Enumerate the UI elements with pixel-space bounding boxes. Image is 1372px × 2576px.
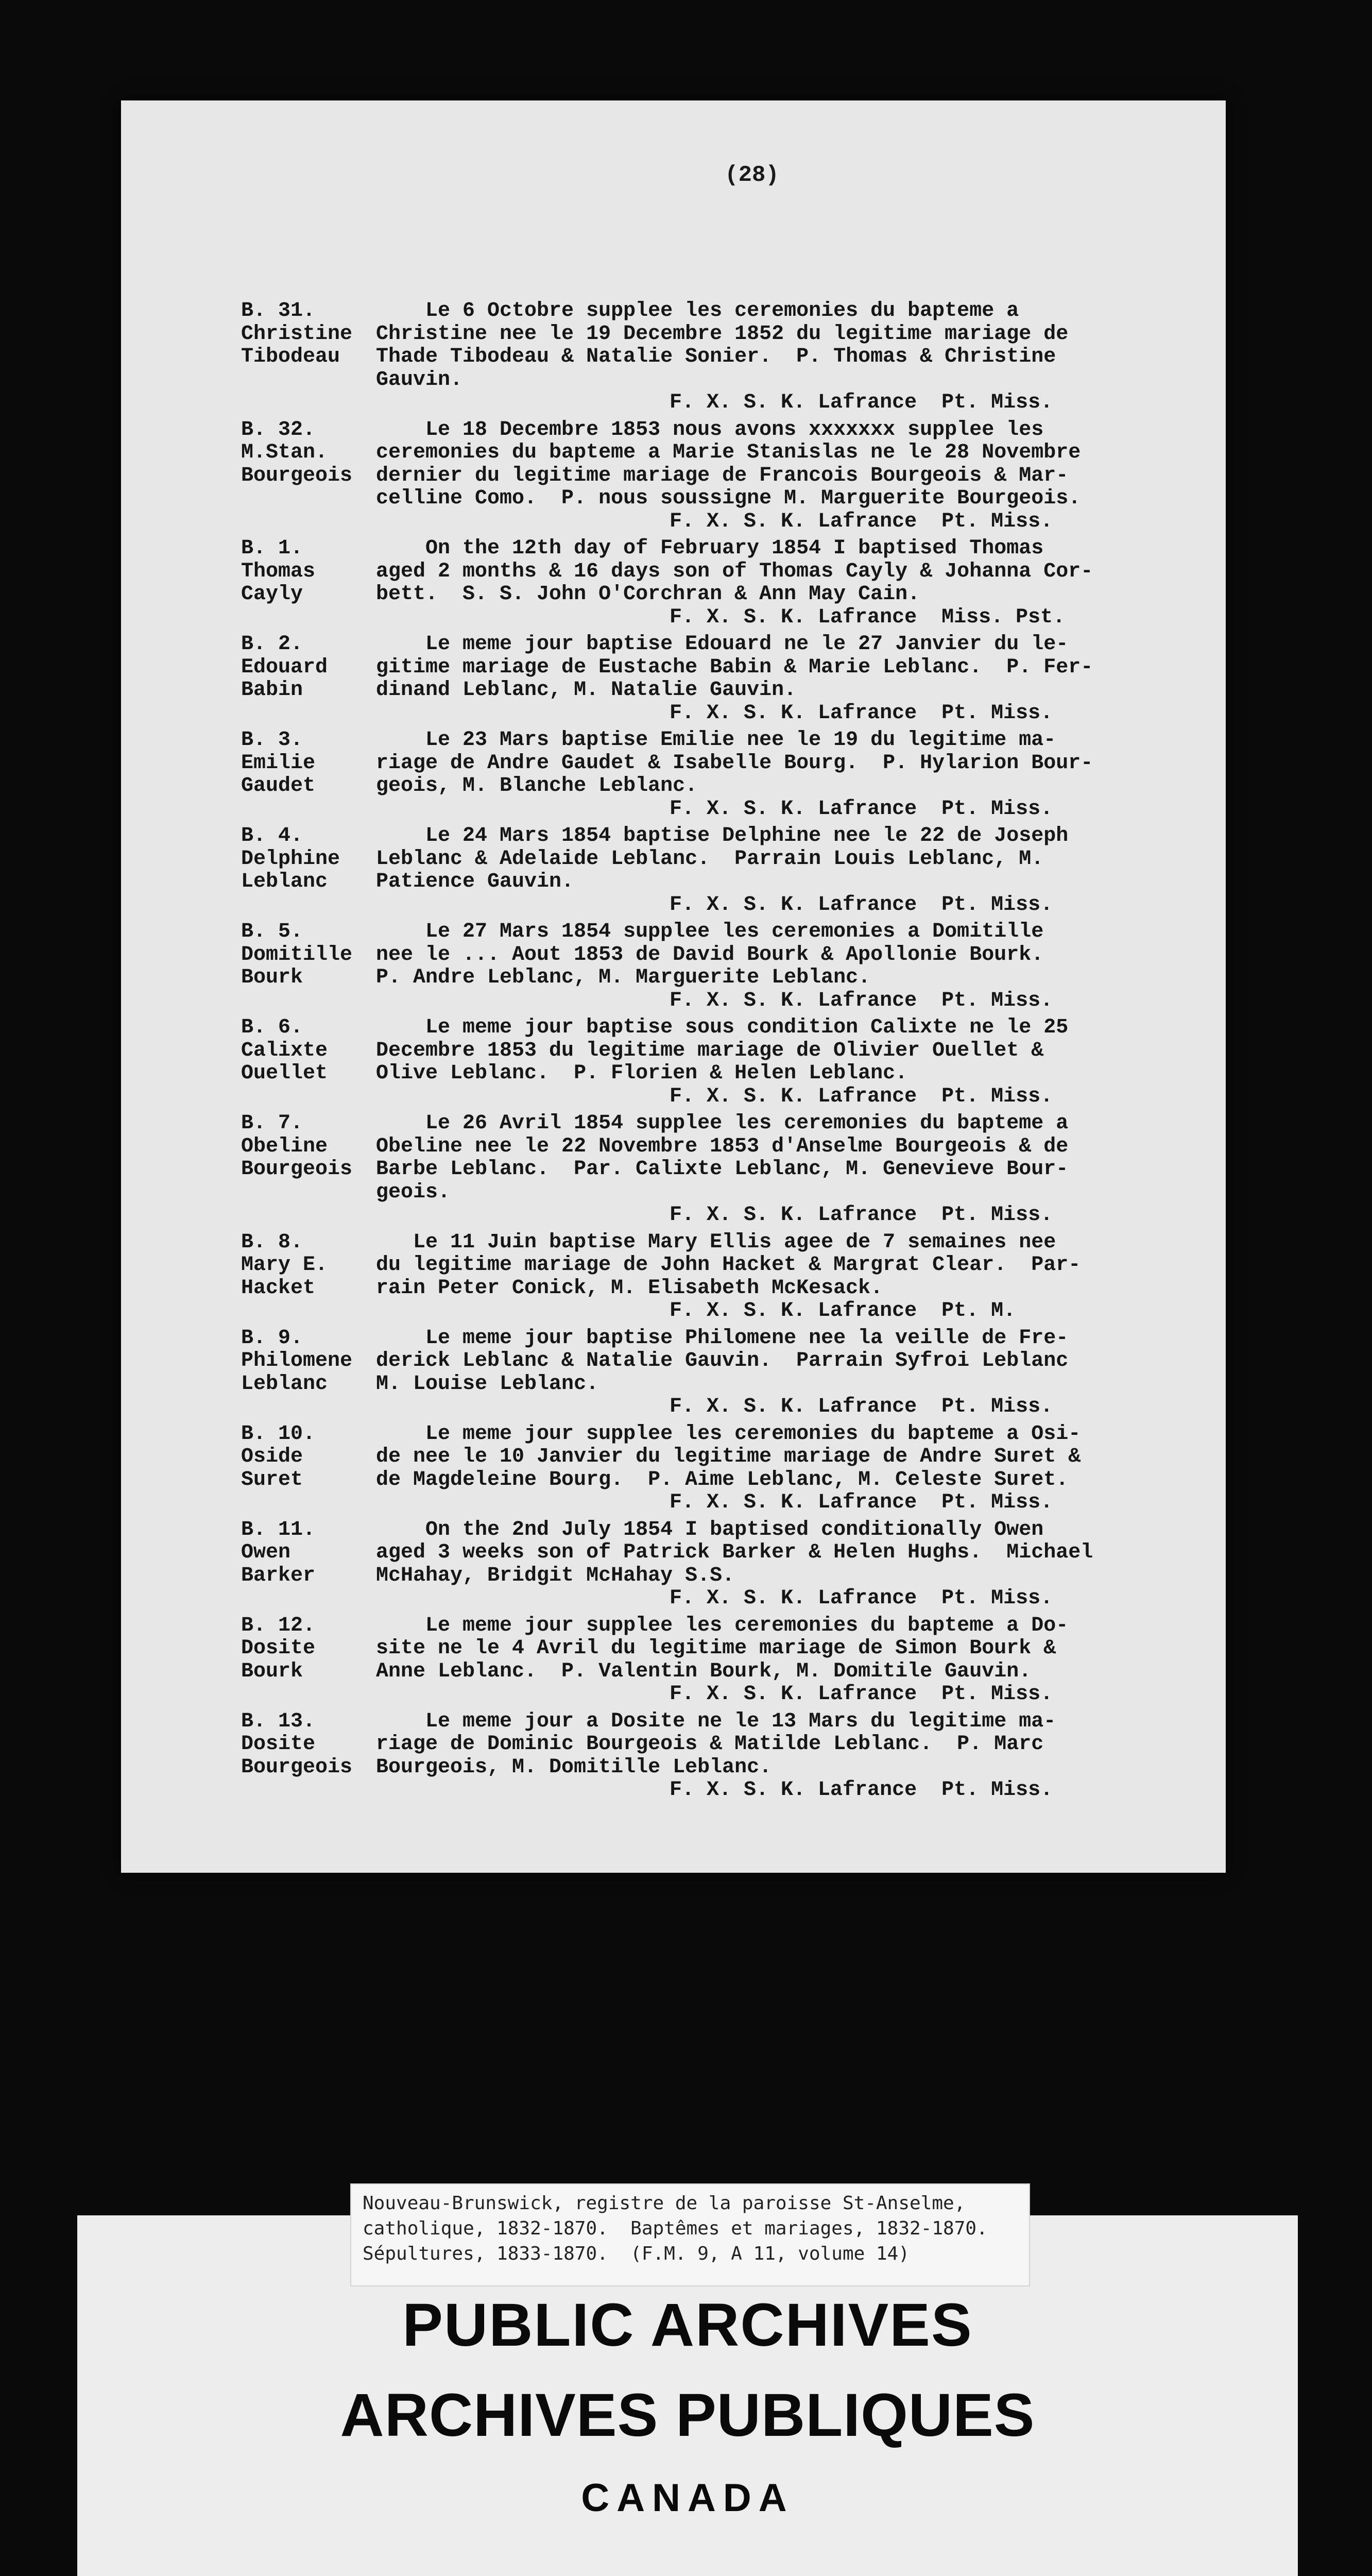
entry-text-line: Christine nee le 19 Decembre 1852 du legitime mariage de [376, 323, 1069, 346]
entry-signature: F. X. S. K. Lafrance Pt. Miss. [670, 701, 1053, 725]
entry-label-line: Delphine [241, 847, 340, 871]
entry-label-line: Hacket [241, 1276, 316, 1300]
entry-body [376, 1423, 1194, 1515]
entry-signature: F. X. S. K. Lafrance Pt. M. [670, 1299, 1016, 1323]
entry-signature: F. X. S. K. Lafrance Pt. Miss. [670, 893, 1053, 917]
entry-text-line: Barbe Leblanc. Par. Calixte Leblanc, M. Genevieve Bour- [376, 1158, 1069, 1181]
entry-label [241, 825, 376, 917]
entry-body [376, 1615, 1194, 1706]
entry-label-line: B. 6. [241, 1016, 303, 1039]
entry-text-line: aged 3 weeks son of Patrick Barker & Helen Hughs. Michael [376, 1541, 1093, 1564]
entry-text-line: bett. S. S. John O'Corchran & Ann May Cain. [376, 583, 920, 606]
entry-label-line: B. 8. [241, 1230, 303, 1254]
register-entry [241, 1112, 1194, 1227]
entry-label-line: Cayly [241, 583, 303, 606]
entry-body [376, 1327, 1194, 1419]
entry-label [241, 1519, 376, 1611]
entry-gap [241, 1611, 1194, 1615]
entry-label-line: B. 32. [241, 418, 316, 442]
entry-signature: F. X. S. K. Lafrance Pt. Miss. [670, 391, 1053, 414]
baptism-entries [241, 300, 1194, 1806]
entry-body [376, 633, 1194, 725]
entry-label [241, 633, 376, 725]
entry-label [241, 1016, 376, 1108]
entry-label-line: B. 4. [241, 824, 303, 848]
entry-label-line: Dosite [241, 1733, 316, 1756]
register-entry [241, 300, 1194, 415]
entry-text-line: On the 2nd July 1854 I baptised conditionally Owen [376, 1518, 1044, 1541]
entry-text-line: Le 26 Avril 1854 supplee les ceremonies du bapteme a [376, 1112, 1069, 1135]
entry-label-line: Dosite [241, 1637, 316, 1660]
entry-text-line: Le 18 Decembre 1853 nous avons xxxxxxx supplee les [376, 418, 1044, 442]
entry-gap [241, 1802, 1194, 1806]
entry-label-line: Oside [241, 1445, 303, 1468]
entry-label-line: B. 3. [241, 728, 303, 752]
entry-label-line: M.Stan. [241, 441, 328, 464]
entry-label-line: Christine [241, 322, 353, 346]
entry-gap [241, 629, 1194, 633]
entry-label-line: B. 31. [241, 299, 316, 323]
entry-label-line: Babin [241, 679, 303, 702]
entry-label [241, 419, 376, 534]
entry-text-line: Le meme jour a Dosite ne le 13 Mars du legitime ma- [376, 1710, 1056, 1733]
entry-text-line: P. Andre Leblanc, M. Marguerite Leblanc. [376, 967, 871, 989]
entry-gap [241, 1419, 1194, 1423]
entry-label-line: Obeline [241, 1134, 328, 1158]
register-entry [241, 633, 1194, 725]
entry-label-line: Edouard [241, 655, 328, 679]
source-note [350, 2183, 1030, 2286]
entry-signature: F. X. S. K. Lafrance Pt. Miss. [670, 1778, 1053, 1802]
entry-body [376, 1519, 1194, 1611]
entry-label [241, 537, 376, 629]
entry-label [241, 921, 376, 1012]
entry-label-line: Calixte [241, 1039, 328, 1062]
entry-text-line: Le 6 Octobre supplee les ceremonies du bapteme a [376, 300, 1019, 323]
entry-label-line: B. 2. [241, 633, 303, 656]
entry-text-line: Gauvin. [376, 368, 463, 392]
entry-text-line: Le meme jour supplee les ceremonies du bapteme a Do- [376, 1614, 1069, 1637]
entry-signature: F. X. S. K. Lafrance Pt. Miss. [670, 989, 1053, 1012]
entry-text-line: Le 23 Mars baptise Emilie nee le 19 du legitime ma- [376, 729, 1056, 752]
entry-body [376, 1112, 1194, 1227]
entry-label-line: Bourk [241, 966, 303, 989]
entry-gap [241, 1323, 1194, 1327]
entry-body [376, 419, 1194, 534]
register-entry [241, 825, 1194, 917]
entry-body [376, 1710, 1194, 1802]
entry-label-line: B. 13. [241, 1709, 316, 1733]
entry-label-line: Bourgeois [241, 1158, 353, 1181]
entry-text-line: de nee le 10 Janvier du legitime mariage de Andre Suret & [376, 1446, 1081, 1468]
page-number: (28) [725, 162, 779, 188]
entry-text-line: riage de Andre Gaudet & Isabelle Bourg. P. Hylarion Bour- [376, 752, 1093, 775]
entry-text-line: Le meme jour baptise Edouard ne le 27 Janvier du le- [376, 633, 1069, 656]
entry-signature: F. X. S. K. Lafrance Pt. Miss. [670, 510, 1053, 533]
entry-gap [241, 1515, 1194, 1519]
entry-text-line: Patience Gauvin. [376, 871, 574, 893]
entry-text-line: Leblanc & Adelaide Leblanc. Parrain Louis Leblanc, M. [376, 848, 1044, 871]
entry-body [376, 1231, 1194, 1323]
entry-body [376, 729, 1194, 821]
entry-label-line: B. 7. [241, 1112, 303, 1135]
entry-label-line: Gaudet [241, 774, 316, 798]
entry-body [376, 1016, 1194, 1108]
entry-signature: F. X. S. K. Lafrance Pt. Miss. [670, 797, 1053, 821]
entry-text-line: gitime mariage de Eustache Babin & Marie Leblanc. P. Fer- [376, 656, 1093, 679]
entry-signature: F. X. S. K. Lafrance Pt. Miss. [670, 1204, 1053, 1227]
entry-text-line: geois. [376, 1181, 451, 1204]
entry-label-line: B. 1. [241, 537, 303, 560]
entry-label-line: Tibodeau [241, 345, 340, 368]
entry-text-line: Obeline nee le 22 Novembre 1853 d'Anselme Bourgeois & de [376, 1135, 1069, 1158]
entry-signature: F. X. S. K. Lafrance Pt. Miss. [670, 1587, 1053, 1610]
entry-gap [241, 533, 1194, 537]
entry-label [241, 1327, 376, 1419]
entry-text-line: Le 27 Mars 1854 supplee les ceremonies a Domitille [376, 921, 1044, 943]
entry-text-line: McHahay, Bridgit McHahay S.S. [376, 1564, 735, 1587]
register-entry [241, 1231, 1194, 1323]
entry-gap [241, 1012, 1194, 1016]
register-entry [241, 921, 1194, 1012]
entry-gap [241, 415, 1194, 419]
entry-text-line: Anne Leblanc. P. Valentin Bourk, M. Domitile Gauvin. [376, 1660, 1032, 1683]
register-entry [241, 1519, 1194, 1611]
entry-text-line: Bourgeois, M. Domitille Leblanc. [376, 1756, 772, 1779]
entry-body [376, 825, 1194, 917]
register-entry [241, 1016, 1194, 1108]
register-entry [241, 419, 1194, 534]
entry-text-line: Le 24 Mars 1854 baptise Delphine nee le 22 de Joseph [376, 825, 1069, 848]
entry-signature: F. X. S. K. Lafrance Pt. Miss. [670, 1395, 1053, 1418]
entry-text-line: On the 12th day of February 1854 I baptised Thomas [376, 537, 1044, 560]
entry-label-line: B. 12. [241, 1614, 316, 1637]
entry-label [241, 1615, 376, 1706]
entry-gap [241, 725, 1194, 729]
entry-text-line: Decembre 1853 du legitime mariage de Olivier Ouellet & [376, 1039, 1044, 1062]
entry-text-line: M. Louise Leblanc. [376, 1372, 599, 1396]
entry-label-line: Suret [241, 1468, 303, 1492]
entry-label [241, 729, 376, 821]
entry-text-line: dernier du legitime mariage de Francois Bourgeois & Mar- [376, 464, 1069, 487]
entry-text-line: dinand Leblanc, M. Natalie Gauvin. [376, 679, 797, 702]
entry-label-line: Ouellet [241, 1062, 328, 1085]
entry-text-line: riage de Dominic Bourgeois & Matilde Leblanc. P. Marc [376, 1733, 1044, 1756]
entry-label-line: Leblanc [241, 870, 328, 893]
register-entry [241, 1327, 1194, 1419]
entry-label-line: B. 5. [241, 920, 303, 943]
entry-text-line: du legitime mariage de John Hacket & Margrat Clear. Par- [376, 1254, 1081, 1277]
entry-label-line: B. 10. [241, 1422, 316, 1446]
entry-text-line: Thade Tibodeau & Natalie Sonier. P. Thomas & Christine [376, 346, 1056, 368]
entry-label-line: Bourk [241, 1659, 303, 1683]
entry-label [241, 1112, 376, 1227]
entry-gap [241, 917, 1194, 921]
entry-text-line: geois, M. Blanche Leblanc. [376, 775, 698, 798]
register-entry [241, 1423, 1194, 1515]
entry-gap [241, 1227, 1194, 1231]
entry-label-line: B. 9. [241, 1326, 303, 1350]
register-entry [241, 1710, 1194, 1802]
entry-gap [241, 821, 1194, 825]
archives-publiques-heading: ARCHIVES PUBLIQUES [340, 2381, 1035, 2449]
register-entry [241, 729, 1194, 821]
entry-label-line: Mary E. [241, 1253, 328, 1277]
source-note-line: Nouveau-Brunswick, registre de la paroisse St-Anselme, [363, 2193, 966, 2214]
entry-label-line: Thomas [241, 560, 316, 583]
source-note-line: Sépultures, 1833-1870. (F.M. 9, A 11, volume 14) [363, 2243, 910, 2264]
source-note-line: catholique, 1832-1870. Baptêmes et mariages, 1832-1870. [363, 2218, 988, 2239]
entry-body [376, 300, 1194, 415]
entry-text-line: derick Leblanc & Natalie Gauvin. Parrain Syfroi Leblanc [376, 1350, 1069, 1372]
entry-text-line: Le meme jour baptise sous condition Calixte ne le 25 [376, 1016, 1069, 1039]
entry-label-line: Emilie [241, 751, 316, 775]
entry-label [241, 1423, 376, 1515]
entry-body [376, 921, 1194, 1012]
entry-signature: F. X. S. K. Lafrance Pt. Miss. [670, 1084, 1053, 1108]
entry-text-line: rain Peter Conick, M. Elisabeth McKesack. [376, 1277, 883, 1300]
register-entry [241, 1615, 1194, 1706]
entry-text-line: site ne le 4 Avril du legitime mariage de Simon Bourk & [376, 1637, 1056, 1660]
entry-label-line: Leblanc [241, 1372, 328, 1396]
entry-text-line: Olive Leblanc. P. Florien & Helen Leblanc. [376, 1062, 908, 1085]
entry-body [376, 537, 1194, 629]
entry-text-line: Le meme jour baptise Philomene nee la veille de Fre- [376, 1327, 1069, 1350]
entry-text-line: aged 2 months & 16 days son of Thomas Cayly & Johanna Cor- [376, 560, 1093, 583]
entry-gap [241, 1108, 1194, 1112]
entry-label-line: Owen [241, 1541, 291, 1564]
public-archives-heading: PUBLIC ARCHIVES [402, 2291, 973, 2359]
entry-label [241, 300, 376, 415]
entry-text-line: celline Como. P. nous soussigne M. Marguerite Bourgeois. [376, 487, 1081, 510]
entry-text-line: Le meme jour supplee les ceremonies du bapteme a Osi- [376, 1422, 1081, 1446]
register-entry [241, 537, 1194, 629]
entry-signature: F. X. S. K. Lafrance Pt. Miss. [670, 1683, 1053, 1706]
canada-heading: CANADA [581, 2476, 794, 2520]
entry-signature: F. X. S. K. Lafrance Pt. Miss. [670, 1491, 1053, 1514]
entry-text-line: ceremonies du bapteme a Marie Stanislas ne le 28 Novembre [376, 442, 1081, 464]
entry-signature: F. X. S. K. Lafrance Miss. Pst. [670, 605, 1066, 629]
entry-label-line: Bourgeois [241, 464, 353, 487]
entry-text-line: de Magdeleine Bourg. P. Aime Leblanc, M. Celeste Suret. [376, 1468, 1069, 1492]
entry-gap [241, 1706, 1194, 1710]
entry-text-line: Le 11 Juin baptise Mary Ellis agee de 7 semaines nee [376, 1231, 1056, 1254]
entry-label-line: Bourgeois [241, 1755, 353, 1779]
entry-text-line: nee le ... Aout 1853 de David Bourk & Apollonie Bourk. [376, 943, 1044, 967]
entry-label [241, 1231, 376, 1323]
entry-label-line: Domitille [241, 943, 353, 967]
entry-label [241, 1710, 376, 1802]
entry-label-line: Philomene [241, 1349, 353, 1372]
entry-label-line: Barker [241, 1564, 316, 1587]
entry-label-line: B. 11. [241, 1518, 316, 1541]
